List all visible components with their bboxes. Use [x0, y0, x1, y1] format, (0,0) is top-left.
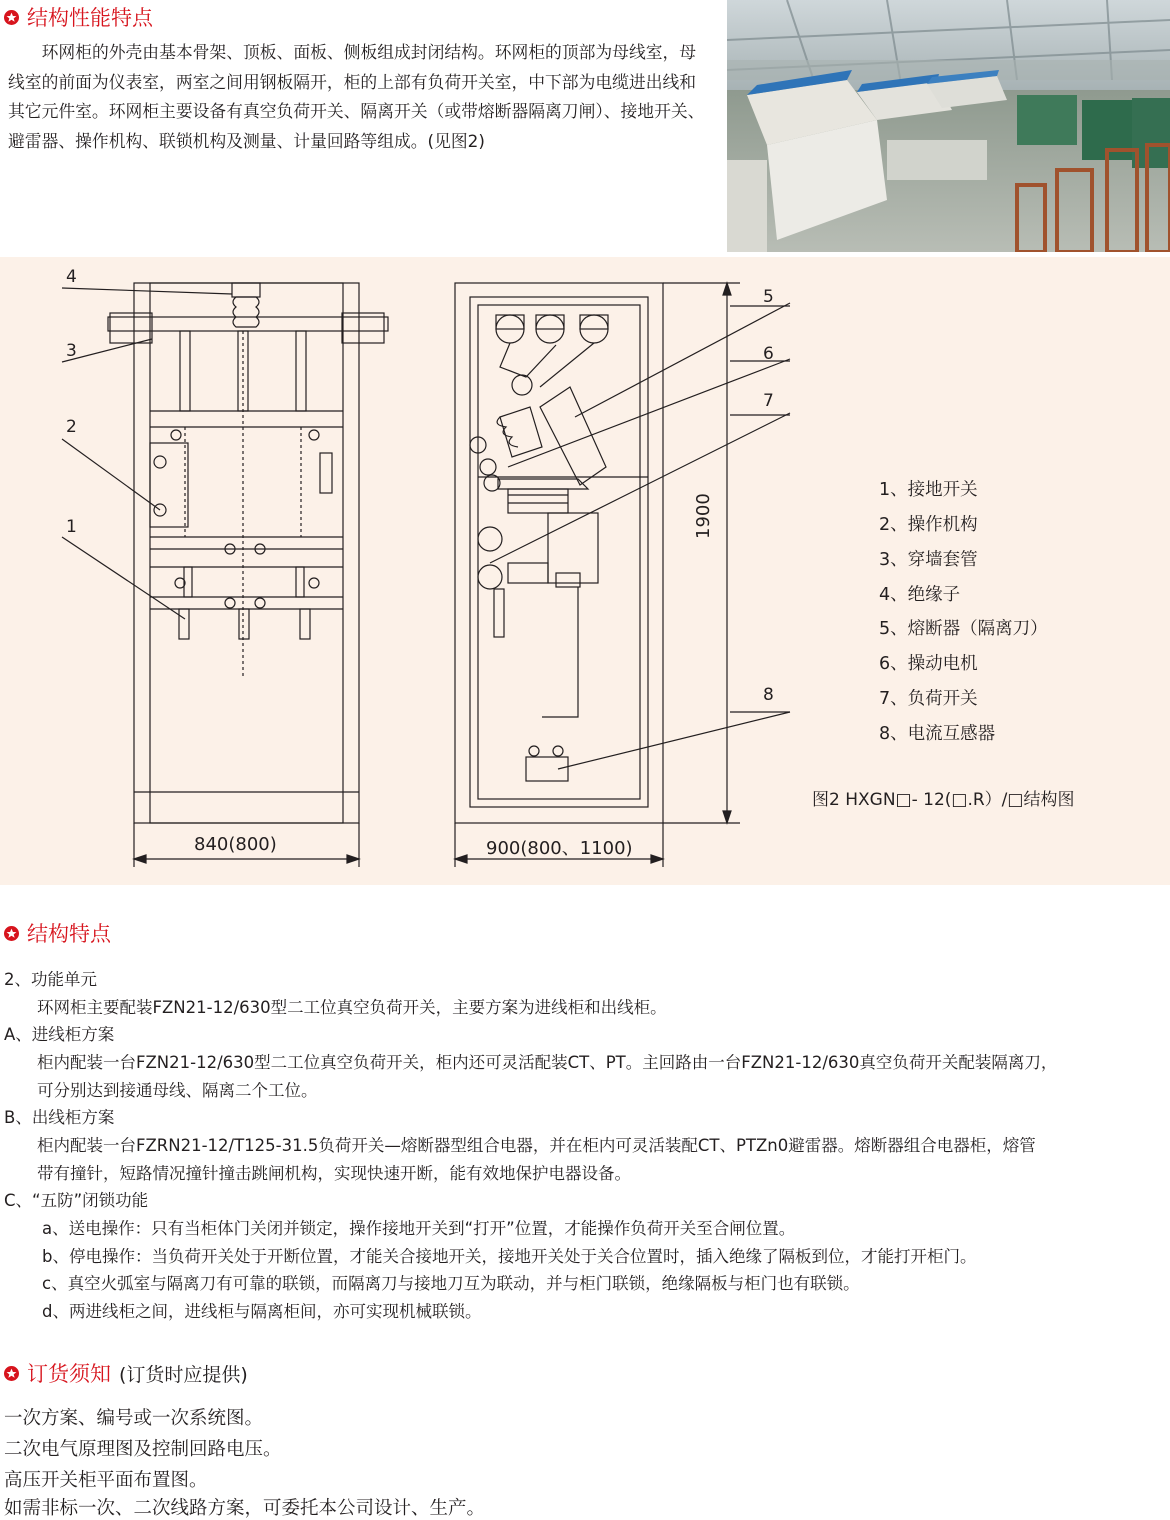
- height-dimension: 1900: [693, 493, 714, 539]
- legend-item: 2、操作机构: [879, 515, 978, 535]
- star-bullet-icon: [4, 926, 19, 941]
- text-line: 带有撞针，短路情况撞针撞击跳闸机构，实现快速开断，能有效地保护电器设备。: [37, 1164, 631, 1183]
- callout-label: 3: [66, 341, 77, 361]
- order-note: 一次方案、编号或一次系统图。: [4, 1408, 264, 1429]
- star-bullet-icon: [4, 1366, 19, 1381]
- order-note: 高压开关柜平面布置图。: [4, 1470, 208, 1491]
- text-line: a、送电操作：只有当柜体门关闭并锁定，操作接地开关到“打开”位置，才能操作负荷开关至合闸位置。: [42, 1219, 796, 1238]
- order-note: 二次电气原理图及控制回路电压。: [4, 1439, 282, 1460]
- text-line: B、出线柜方案: [4, 1108, 115, 1127]
- text-line: 可分别达到接通母线、隔离二个工位。: [37, 1081, 318, 1100]
- text-line: 柜内配装一台FZRN21-12/T125-31.5负荷开关—熔断器型组合电器，并在柜内可灵活装配CT、PTZn0避雷器。熔断器组合电器柜，熔管: [37, 1136, 1036, 1155]
- text-line: A、进线柜方案: [4, 1025, 115, 1044]
- legend-item: 4、绝缘子: [879, 585, 961, 605]
- text-line: 环网柜主要配装FZN21-12/630型二工位真空负荷开关，主要方案为进线柜和出线柜。: [37, 998, 667, 1017]
- figure-caption: 图2 HXGN□- 12(□.R）/□结构图: [812, 790, 1075, 810]
- legend-item: 3、穿墙套管: [879, 550, 978, 570]
- callout-label: 8: [763, 685, 774, 705]
- section-heading-performance: [4, 2, 153, 32]
- width-dimension-right: 900(800、1100): [486, 838, 633, 859]
- legend-item: 1、接地开关: [879, 480, 978, 500]
- text-line: d、两进线柜之间，进线柜与隔离柜间，亦可实现机械联锁。: [42, 1302, 482, 1321]
- section-title: 订货须知: [27, 1362, 111, 1386]
- order-note: 如需非标一次、二次线路方案，可委托本公司设计、生产。: [4, 1498, 486, 1519]
- callout-label: 7: [763, 391, 774, 411]
- callout-label: 5: [763, 287, 774, 307]
- legend-item: 6、操动电机: [879, 654, 978, 674]
- intro-paragraph: 环网柜的外壳由基本骨架、顶板、面板、侧板组成封闭结构。环网柜的顶部为母线室，母线室的前面为仪表室，两室之间用钢板隔开，柜的上部有负荷开关室，中下部为电缆进出线和其它元件室。环网柜主要设备有真空负荷开关、隔离开关（或带熔断器隔离刀闸）、接地开关、避雷器、操作机构、联锁机构及测量、计量回路等组成。(见图2): [8, 42, 705, 151]
- legend-item: 7、负荷开关: [879, 689, 978, 709]
- callout-label: 2: [66, 417, 77, 437]
- section-heading-ordering: [4, 1358, 248, 1388]
- text-line: 柜内配装一台FZN21-12/630型二工位真空负荷开关，柜内还可灵活配装CT、PT。主回路由一台FZN21-12/630真空负荷开关配装隔离刀，: [37, 1053, 1058, 1072]
- section-title: 结构特点: [27, 922, 111, 946]
- star-bullet-icon: [4, 10, 19, 25]
- text-line: 2、功能单元: [4, 970, 97, 989]
- text-line: b、停电操作：当负荷开关处于开断位置，才能关合接地开关，接地开关处于关合位置时，插入绝缘了隔板到位，才能打开柜门。: [42, 1247, 977, 1266]
- callout-label: 6: [763, 344, 774, 364]
- structure-diagram-panel: [0, 257, 1170, 885]
- section-subtitle: (订货时应提供): [119, 1363, 248, 1386]
- callout-label: 1: [66, 517, 77, 537]
- legend-item: 5、熔断器（隔离刀）: [879, 619, 1048, 639]
- text-line: c、真空火弧室与隔离刀有可靠的联锁，而隔离刀与接地刀互为联动，并与柜门联锁，绝缘隔板与柜门也有联锁。: [42, 1274, 860, 1293]
- width-dimension-left: 840(800): [194, 834, 277, 855]
- factory-photo: [727, 0, 1170, 252]
- section-heading-structure: [4, 918, 111, 948]
- section-title: 结构性能特点: [27, 6, 153, 30]
- legend-item: 8、电流互感器: [879, 724, 996, 744]
- text-line: C、“五防”闭锁功能: [4, 1191, 149, 1210]
- callout-label: 4: [66, 267, 77, 287]
